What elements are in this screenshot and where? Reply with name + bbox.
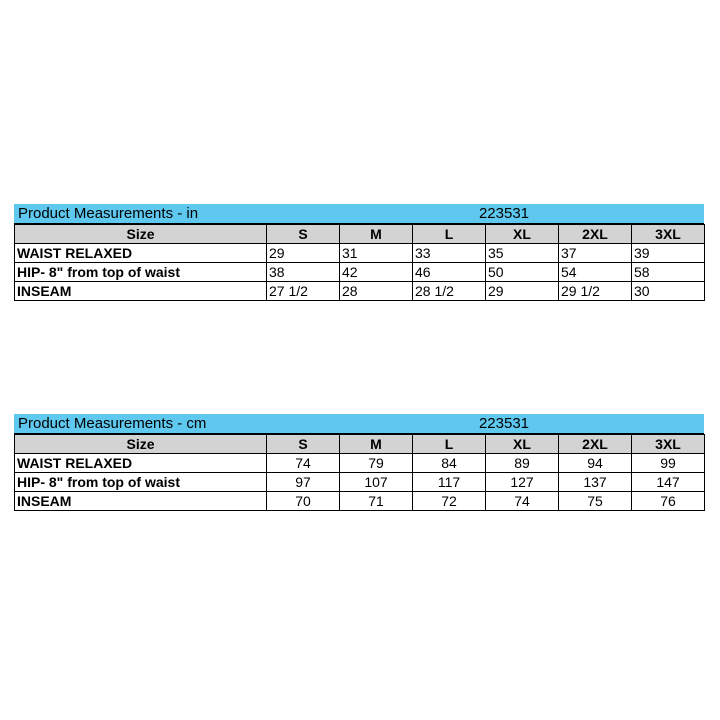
size-chart-grid	[14, 434, 705, 511]
measurements-table-cm	[14, 414, 704, 511]
table-row	[15, 244, 705, 263]
cell-value: 99	[632, 454, 705, 473]
table-row	[15, 492, 705, 511]
cell-value: 147	[632, 473, 705, 492]
size-col-s: S	[267, 435, 340, 454]
cell-value: 76	[632, 492, 705, 511]
cell-value: 84	[413, 454, 486, 473]
style-number: 223531	[478, 205, 530, 222]
size-col-m: M	[340, 435, 413, 454]
cell-value: 117	[413, 473, 486, 492]
size-header: Size	[15, 225, 267, 244]
cell-value: 70	[267, 492, 340, 511]
cell-value: 75	[559, 492, 632, 511]
cell-value: 31	[340, 244, 413, 263]
cell-value: 71	[340, 492, 413, 511]
cell-value: 72	[413, 492, 486, 511]
cell-value: 29 1/2	[559, 282, 632, 301]
row-label-hip: HIP- 8" from top of waist	[15, 263, 267, 282]
header-row	[15, 435, 705, 454]
cell-value: 33	[413, 244, 486, 263]
cell-value: 79	[340, 454, 413, 473]
size-chart-grid	[14, 224, 705, 301]
cell-value: 29	[267, 244, 340, 263]
cell-value: 54	[559, 263, 632, 282]
size-col-m: M	[340, 225, 413, 244]
cell-value: 28	[340, 282, 413, 301]
size-col-2xl: 2XL	[559, 435, 632, 454]
row-label-inseam: INSEAM	[15, 492, 267, 511]
cell-value: 58	[632, 263, 705, 282]
cell-value: 74	[486, 492, 559, 511]
cell-value: 30	[632, 282, 705, 301]
table-row	[15, 263, 705, 282]
table-title: Product Measurements - in	[18, 205, 199, 222]
measurements-table-inches	[14, 204, 704, 301]
cell-value: 127	[486, 473, 559, 492]
cell-value: 89	[486, 454, 559, 473]
cell-value: 94	[559, 454, 632, 473]
cell-value: 46	[413, 263, 486, 282]
cell-value: 74	[267, 454, 340, 473]
size-col-xl: XL	[486, 225, 559, 244]
cell-value: 27 1/2	[267, 282, 340, 301]
size-col-2xl: 2XL	[559, 225, 632, 244]
size-col-s: S	[267, 225, 340, 244]
size-col-xl: XL	[486, 435, 559, 454]
size-col-l: L	[413, 435, 486, 454]
cell-value: 50	[486, 263, 559, 282]
cell-value: 29	[486, 282, 559, 301]
table-row	[15, 454, 705, 473]
cell-value: 28 1/2	[413, 282, 486, 301]
row-label-waist: WAIST RELAXED	[15, 454, 267, 473]
size-col-3xl: 3XL	[632, 225, 705, 244]
table-title-bar	[14, 414, 704, 434]
row-label-waist: WAIST RELAXED	[15, 244, 267, 263]
row-label-inseam: INSEAM	[15, 282, 267, 301]
size-col-l: L	[413, 225, 486, 244]
header-row	[15, 225, 705, 244]
table-row	[15, 473, 705, 492]
cell-value: 39	[632, 244, 705, 263]
cell-value: 107	[340, 473, 413, 492]
cell-value: 35	[486, 244, 559, 263]
table-title-bar	[14, 204, 704, 224]
cell-value: 38	[267, 263, 340, 282]
style-number: 223531	[478, 415, 530, 432]
size-col-3xl: 3XL	[632, 435, 705, 454]
table-row	[15, 282, 705, 301]
cell-value: 37	[559, 244, 632, 263]
cell-value: 137	[559, 473, 632, 492]
cell-value: 42	[340, 263, 413, 282]
table-title: Product Measurements - cm	[18, 415, 207, 432]
cell-value: 97	[267, 473, 340, 492]
row-label-hip: HIP- 8" from top of waist	[15, 473, 267, 492]
size-header: Size	[15, 435, 267, 454]
